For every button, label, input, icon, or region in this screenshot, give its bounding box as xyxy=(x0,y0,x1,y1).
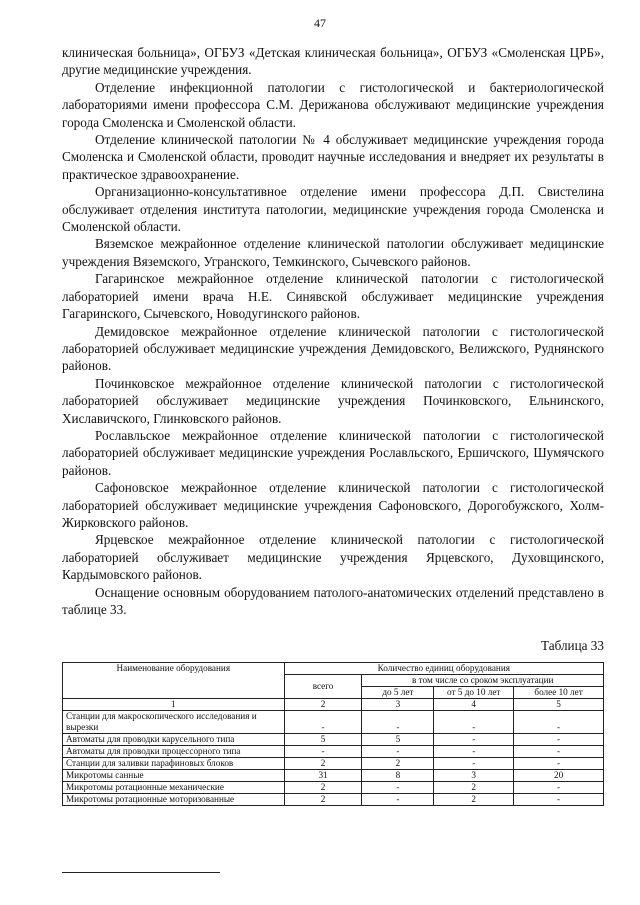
table-row xyxy=(63,794,604,806)
count-5-to-10: 3 xyxy=(434,770,514,782)
equipment-name: Микротомы санные xyxy=(63,770,285,782)
header-5-to-10-years: от 5 до 10 лет xyxy=(434,687,514,699)
paragraph: Гагаринское межрайонное отделение клинической патологии с гистологической лабораторией имени врача Н.Е. Синявской обслуживает медицинские учреждения Гагаринского, Сычевского, Новодугинского районов. xyxy=(62,271,604,322)
equipment-name: Автоматы для проводки процессорного типа xyxy=(63,746,285,758)
column-number: 3 xyxy=(362,699,434,711)
paragraph: Вяземское межрайонное отделение клинической патологии обслуживает медицинские учреждения Вяземского, Угранского, Темкинского, Сычевского районов. xyxy=(62,236,604,269)
count-under-5: 5 xyxy=(362,734,434,746)
paragraph: Отделение клинической патологии № 4 обслуживает медицинские учреждения города Смоленска и Смоленской области, проводит научные исследования и внедряет их результаты в практическое здравоохранение. xyxy=(62,132,604,182)
equipment-name: Станции для заливки парафиновых блоков xyxy=(63,758,285,770)
count-over-10: - xyxy=(514,794,604,806)
paragraph: Организационно-консультативное отделение имени профессора Д.П. Свистелина обслуживает отделения института патологии, медицинские учреждения города Смоленска и Смоленской области. xyxy=(62,184,604,235)
table-row xyxy=(63,746,604,758)
footnote-divider xyxy=(62,872,220,873)
column-number: 5 xyxy=(514,699,604,711)
count-under-5: 8 xyxy=(362,770,434,782)
column-number: 4 xyxy=(434,699,514,711)
count-over-10: - xyxy=(514,782,604,794)
page-number: 47 xyxy=(314,16,326,30)
count-total: - xyxy=(284,711,362,734)
equipment-name: Автоматы для проводки карусельного типа xyxy=(63,734,285,746)
header-equipment-count: Количество единиц оборудования xyxy=(284,663,603,675)
paragraph: Починковское межрайонное отделение клинической патологии с гистологической лабораторией обслуживает медицинские учреждения Починковского, Ельнинского, Хиславичского, Глинковского районов. xyxy=(62,375,604,426)
header-over-10-years: более 10 лет xyxy=(514,687,604,699)
equipment-table xyxy=(62,662,604,806)
paragraph: клиническая больница», ОГБУЗ «Детская клиническая больница», ОГБУЗ «Смоленская ЦРБ», другие медицинские учреждения. xyxy=(62,45,604,78)
count-5-to-10: 2 xyxy=(434,794,514,806)
table-row xyxy=(63,711,604,734)
count-5-to-10: - xyxy=(434,746,514,758)
equipment-name: Микротомы ротационные моторизованные xyxy=(63,794,285,806)
table-row xyxy=(63,782,604,794)
count-over-10: - xyxy=(514,734,604,746)
paragraph: Рославльское межрайонное отделение клинической патологии с гистологической лабораторией обслуживает медицинские учреждения Рославльского, Ершичского, Шумячского районов. xyxy=(62,427,604,478)
count-under-5: - xyxy=(362,746,434,758)
count-under-5: 2 xyxy=(362,758,434,770)
count-total: - xyxy=(284,746,362,758)
count-total: 2 xyxy=(284,758,362,770)
count-5-to-10: - xyxy=(434,711,514,734)
count-over-10: - xyxy=(514,711,604,734)
header-under-5-years: до 5 лет xyxy=(362,687,434,699)
paragraph: Ярцевское межрайонное отделение клинической патологии с гистологической лабораторией обслуживает медицинские учреждения Ярцевского, Духовщинского, Кардымовского районов. xyxy=(62,532,604,583)
count-under-5: - xyxy=(362,711,434,734)
paragraph: Отделение инфекционной патологии с гистологической и бактериологической лабораториями имени профессора С.М. Дерижанова обслуживают медицинские учреждения города Смоленска и Смоленской области. xyxy=(62,79,604,130)
column-number: 2 xyxy=(284,699,362,711)
column-number: 1 xyxy=(63,699,285,711)
table-caption: Таблица 33 xyxy=(541,638,604,653)
header-equipment-name: Наименование оборудования xyxy=(63,663,285,699)
count-over-10: - xyxy=(514,758,604,770)
count-under-5: - xyxy=(362,782,434,794)
paragraph: Оснащение основным оборудованием патолого-анатомических отделений представлено в таблице 33. xyxy=(62,584,604,617)
count-total: 31 xyxy=(284,770,362,782)
count-total: 2 xyxy=(284,782,362,794)
count-total: 5 xyxy=(284,734,362,746)
equipment-name: Микротомы ротационные механические xyxy=(63,782,285,794)
count-over-10: 20 xyxy=(514,770,604,782)
header-total: всего xyxy=(284,675,362,699)
paragraph: Сафоновское межрайонное отделение клинической патологии с гистологической лабораторией обслуживает медицинские учреждения Сафоновского, Дорогобужского, Холм-Жирковского районов. xyxy=(62,480,604,530)
count-5-to-10: - xyxy=(434,734,514,746)
count-under-5: - xyxy=(362,794,434,806)
equipment-name: Станции для макроскопического исследования и вырезки xyxy=(63,711,285,734)
table-row xyxy=(63,758,604,770)
body-text xyxy=(62,44,604,618)
header-service-life: в том числе со сроком эксплуатации xyxy=(362,675,604,687)
count-5-to-10: - xyxy=(434,758,514,770)
table-row xyxy=(63,770,604,782)
count-over-10: - xyxy=(514,746,604,758)
paragraph: Демидовское межрайонное отделение клинической патологии с гистологической лабораторией обслуживает медицинские учреждения Демидовского, Велижского, Руднянского районов. xyxy=(62,323,604,374)
count-5-to-10: 2 xyxy=(434,782,514,794)
table-row xyxy=(63,734,604,746)
count-total: 2 xyxy=(284,794,362,806)
